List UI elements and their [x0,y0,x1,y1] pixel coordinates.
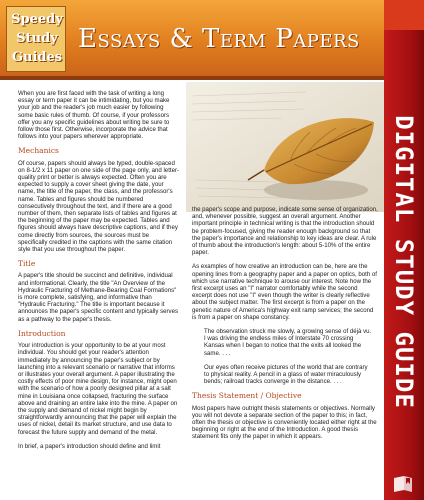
vertical-series-label: DIGITAL STUDY GUIDE [390,115,418,409]
left-text-column [18,90,180,457]
examples-paragraph: As examples of how creative an introduction can be, here are the opening lines from a geography paper and a paper on optics, both of which use narrative technique to arouse our interest. Note how the first excerpt uses an "I" narrator comfortably while the second excerpt does not use "I" even though the writer is clearly reflective about the subject matter. The first excerpt is from a paper on the genetic nature of America's highway exit ramp services; the second is from a paper on shape constancy. [192,263,377,321]
heading-mechanics: Mechanics [18,146,59,156]
heading-thesis: Thesis Statement / Objective [192,391,302,401]
mechanics-paragraph: Of course, papers should always be typed, double-spaced on 8-1/2 x 11 paper on one side of the page only, and letter-quality print or better is always expected. Often you are expected to supply a cover sheet giving the date, your name, the title of the paper, the class, and the professor's name. Tables and figures should be numbered consecutively throughout the text, and if there are a good number of them, then separate lists of tables and figures at the beginning of the paper may be expected. Tables and figures should always have descriptive captions, and if they come directly from sources, the sources must be specifically credited in the captions with the same citation style that you use throughout the paper. [18,159,180,254]
logo-text-speedy: Speedy [11,12,63,27]
band-top-accent [384,0,424,30]
optics-quote: Our eyes often receive pictures of the world that are contrary to physical reality. A pencil in a glass of water miraculously bends; railroad tracks converge in the distance. . . . [204,363,368,386]
closing-line: In brief, a paper's introduction should define and limit [18,442,161,450]
logo-text-study: Study [16,31,58,46]
header-band [0,0,384,80]
scope-paragraph: the paper's scope and purpose, indicate some sense of organization, and, whenever possible, suggest an overall argument. Another important principle in technical writing is that the introduction should be problem-focused, giving the reader enough background so that the paper's importance and relationship to key ideas are clear. A rule of thumb about the introduction's length: about 5-10% of the entire paper. [192,206,378,257]
bookmark-icon [392,474,414,494]
logo-text-guides: Guides [11,50,63,65]
heading-title: Title [18,259,36,269]
book-title: Essays & Term Papers [78,24,360,54]
intro-paragraph: When you are first faced with the task of writing a long essay or term paper it can be intimidating, but you make your job and the reader's job much easier by following some basic rules of thumb. Of course, if your professors offer you any specific guidelines about writing be sure to follow those first. Otherwise, incorporate the advice that follows into your papers wherever appropriate. [18,90,170,141]
right-text-column [192,206,378,448]
publisher-logo [6,6,66,72]
leaf-on-paper-image [186,82,384,212]
thesis-paragraph: Most papers have outright thesis statements or objectives. Normally you will not devote a separate section of the paper to this; in fact, often the thesis or objective is conveniently located either right at the beginning or right at the end of the Introduction. A good thesis statement fits only the paper in which it appears. [192,404,377,441]
geography-quote: The observation struck me slowly, a growing sense of déjà vu. I was driving the endless miles of Interstate 70 crossing Kansas when I began to notice that the exits all looked the same. . . . [204,328,372,357]
title-paragraph: A paper's title should be succinct and definitive, individual and informational. Clearly, the title "An Overview of the Hydraulic Fracturing of Methane-Bearing Coal Formations" is more complete, satisfying, and informative than "Hydraulic Fracturing." The title is important because it announces the paper's specific content and typically serves as a pathway to the paper's thesis. [18,272,179,323]
introduction-paragraph: Your introduction is your opportunity to be at your most individual. You should get your reader's attention immediately by announcing the paper's subject or by launching into a relevant scenario or narrative that informs or illustrates your overall argument. A paper illustrating the costly effects of poor mine design, for instance, might open with the scenario of how a poorly designed pillar at a salt mine in Louisiana once collapsed, fracturing the surface above and draining an entire lake into the mine. A paper on the supply and demand of nickel might begin by straightforwardly announcing that the paper will explain the uses of nickel, detail its market structure, and use data to forecast the future supply and demand of the metal. [18,342,178,436]
heading-introduction: Introduction [18,328,66,338]
